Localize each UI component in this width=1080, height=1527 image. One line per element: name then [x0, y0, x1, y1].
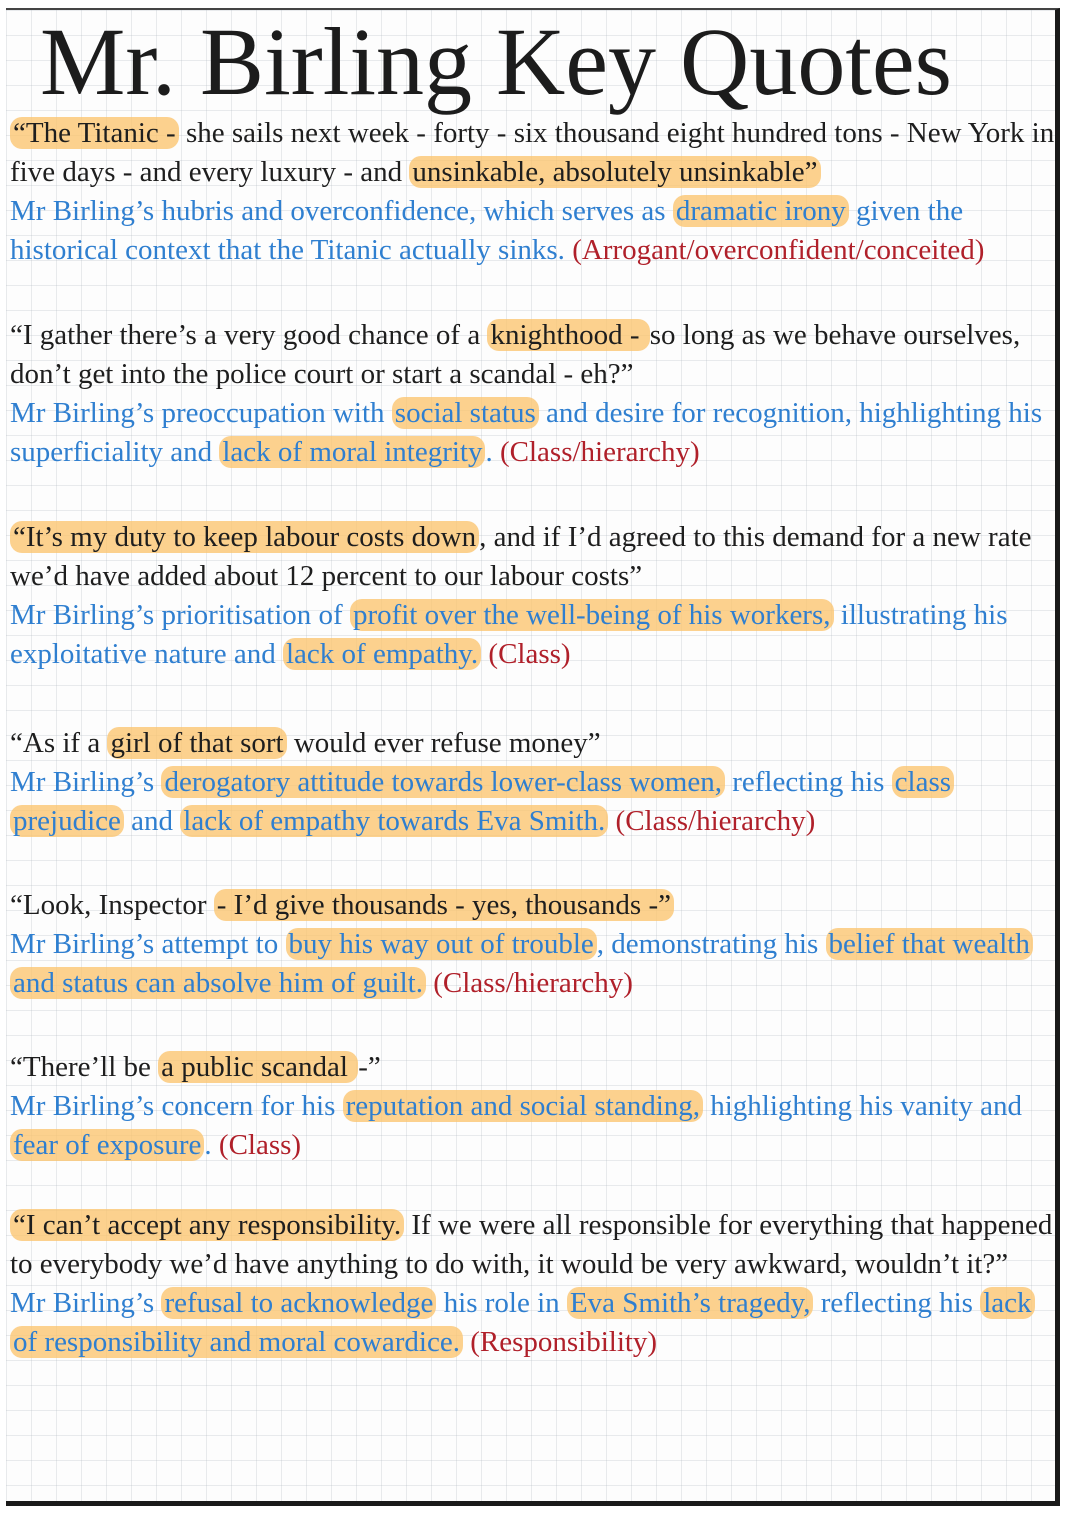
theme-tag: (Arrogant/overconfident/conceited) [564, 234, 985, 266]
analysis-span: highlighting his vanity and [703, 1090, 1022, 1122]
quote-entry-4 [10, 724, 1056, 841]
page-title: Mr. Birling Key Quotes [40, 8, 952, 115]
analysis-text [10, 763, 1056, 841]
analysis-highlight: Eva Smith’s tragedy, [567, 1287, 814, 1319]
quote-highlight: unsinkable, absolutely unsinkable” [409, 156, 820, 188]
analysis-span: illustrating his exploitative nature and [10, 599, 1008, 670]
theme-tag: (Class) [211, 1129, 302, 1161]
analysis-highlight: reputation and social standing, [343, 1090, 703, 1122]
quote-span: “As if a [10, 727, 108, 759]
quote-text [10, 518, 1056, 596]
theme-tag: (Class) [481, 638, 571, 670]
analysis-highlight: belief that wealth and status can absolve him of guilt. [10, 928, 1033, 999]
quote-text [10, 1048, 1056, 1087]
analysis-highlight: buy his way out of trouble [286, 928, 597, 960]
quote-entry-5 [10, 886, 1056, 1003]
quote-text [10, 114, 1056, 192]
quote-span: If we were all responsible for everything that happened to everybody we’d have anything to do with, it would be very awkward, wouldn’t it?” [10, 1209, 1053, 1280]
analysis-highlight: social status [392, 397, 539, 429]
quote-highlight: - I’d give thousands - yes, thousands -” [214, 889, 674, 921]
analysis-text [10, 596, 1056, 674]
theme-tag: (Class/hierarchy) [608, 805, 816, 837]
analysis-span: Mr Birling’s prioritisation of [10, 599, 350, 631]
theme-tag: (Class/hierarchy) [425, 967, 633, 999]
quote-highlight: a public scandal [158, 1051, 358, 1083]
quote-text [10, 316, 1056, 394]
analysis-span: . [204, 1129, 212, 1161]
analysis-span: Mr Birling’s attempt to [10, 928, 286, 960]
quote-highlight: knighthood - [487, 319, 649, 351]
analysis-highlight: refusal to acknowledge [161, 1287, 436, 1319]
analysis-span: and [123, 805, 181, 837]
analysis-text [10, 394, 1056, 472]
analysis-highlight: fear of exposure [10, 1129, 204, 1161]
analysis-highlight: dramatic irony [673, 195, 849, 227]
analysis-span: Mr Birling’s preoccupation with [10, 397, 392, 429]
analysis-highlight: class prejudice [10, 766, 954, 837]
theme-tag: (Class/hierarchy) [492, 436, 700, 468]
quote-span: so long as we behave ourselves, don’t get into the police court or start a scandal - eh?” [10, 319, 1021, 390]
analysis-text [10, 192, 1056, 270]
analysis-highlight: profit over the well-being of his workers, [350, 599, 834, 631]
analysis-span: Mr Birling’s concern for his [10, 1090, 343, 1122]
theme-tag: (Responsibility) [462, 1326, 658, 1358]
analysis-text [10, 1087, 1056, 1165]
quote-span: “Look, Inspector [10, 889, 214, 921]
quote-highlight: girl of that sort [107, 727, 286, 759]
analysis-highlight: lack of empathy towards Eva Smith. [180, 805, 608, 837]
quote-span: -” [358, 1051, 381, 1083]
notes-page [6, 8, 1060, 1506]
quote-entry-6 [10, 1048, 1056, 1165]
quote-text [10, 724, 1056, 763]
analysis-span: Mr Birling’s [10, 766, 162, 798]
quote-entry-3 [10, 518, 1056, 674]
analysis-span: . [485, 436, 493, 468]
quote-span: she sails next week - forty - six thousand eight hundred tons - New York in five days - and every luxury - and [10, 117, 1055, 188]
analysis-span: reflecting his [813, 1287, 981, 1319]
analysis-span: his role in [436, 1287, 567, 1319]
quote-highlight: “I can’t accept any responsibility. [10, 1209, 404, 1241]
analysis-span: given the historical context that the Titanic actually sinks. [10, 195, 964, 266]
quote-text [10, 1206, 1056, 1284]
analysis-highlight: lack of moral integrity [219, 436, 485, 468]
quote-span: , and if I’d agreed to this demand for a new rate we’d have added about 12 percent to our labour costs” [10, 521, 1032, 592]
analysis-highlight: derogatory attitude towards lower-class women, [161, 766, 725, 798]
analysis-span: reflecting his [724, 766, 892, 798]
quote-span: would ever refuse money” [286, 727, 601, 759]
quote-span: “There’ll be [10, 1051, 159, 1083]
quote-entry-1 [10, 114, 1056, 270]
analysis-highlight: lack of empathy. [283, 638, 481, 670]
analysis-span: and desire for recognition, highlighting his superficiality and [10, 397, 1043, 468]
analysis-span: Mr Birling’s [10, 1287, 162, 1319]
analysis-highlight: lack of responsibility and moral cowardice. [10, 1287, 1035, 1358]
quote-highlight: “It’s my duty to keep labour costs down [10, 521, 479, 553]
analysis-text [10, 925, 1056, 1003]
analysis-span: Mr Birling’s hubris and overconfidence, which serves as [10, 195, 673, 227]
analysis-span: , demonstrating his [596, 928, 826, 960]
quote-entry-2 [10, 316, 1056, 472]
quote-text [10, 886, 1056, 925]
quote-entry-7 [10, 1206, 1056, 1362]
quote-span: “I gather there’s a very good chance of a [10, 319, 488, 351]
quote-highlight: “The Titanic - [10, 117, 179, 149]
analysis-text [10, 1284, 1056, 1362]
